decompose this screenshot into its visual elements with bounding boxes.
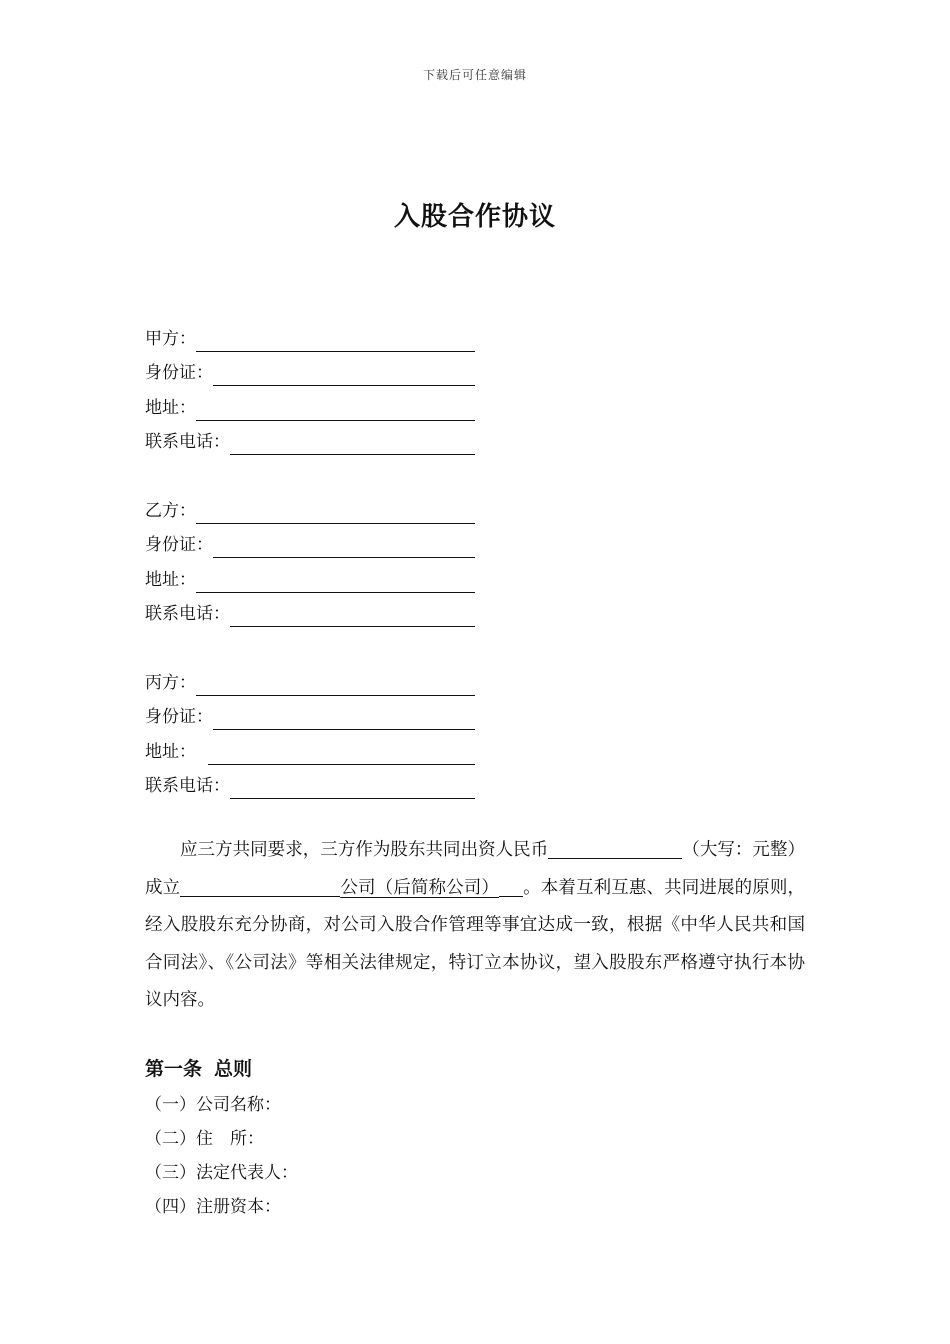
party-a-address-label: 地址： [145,397,196,418]
party-c-block [145,662,475,800]
party-c-phone-blank[interactable] [230,776,475,799]
party-a-id-row [145,353,475,388]
party-b-address-blank[interactable] [196,570,475,593]
clause-registered-capital: （四）注册资本： [145,1197,281,1217]
section-number: 第一条 [145,1058,203,1080]
section-heading [145,1054,252,1081]
party-c-phone-label: 联系电话： [145,776,230,796]
document-title: 入股合作协议 [393,202,556,232]
party-b-name-label: 乙方： [145,500,196,521]
party-c-address-row [145,731,475,766]
party-a-id-label: 身份证： [145,363,213,383]
intro-text [145,832,805,1020]
party-b-phone-row [145,594,475,629]
party-c-id-label: 身份证： [145,707,213,727]
party-a-phone-blank[interactable] [230,432,475,455]
party-a-phone-label: 联系电话： [145,432,230,452]
clause-company-name: （一）公司名称： [145,1095,281,1115]
party-c-name-blank[interactable] [196,673,475,696]
section-name: 总则 [214,1058,253,1080]
party-b-id-blank[interactable] [213,535,475,558]
party-c-phone-row [145,766,475,801]
intro-part-1: 应三方共同要求，三方作为股东共同出资人民币 [180,840,549,860]
party-c-id-blank[interactable] [213,707,475,730]
party-b-address-row [145,559,475,594]
party-b-address-label: 地址： [145,569,196,590]
general-clauses-list [145,1090,298,1226]
party-a-block [145,318,475,456]
party-c-name-label: 丙方： [145,672,196,693]
party-a-name-label: 甲方： [145,328,196,349]
party-b-id-row [145,525,475,560]
company-short-name: 公司（后简称公司） [340,877,499,898]
clause-legal-representative: （三）法定代表人： [145,1163,298,1183]
capital-amount-blank[interactable] [548,836,682,859]
party-b-name-blank[interactable] [196,501,475,524]
company-name-blank[interactable] [180,874,340,897]
header-note: 下载后可任意编辑 [422,68,527,82]
party-c-id-row [145,697,475,732]
intro-part-2: （大写：元整）成立 [145,840,805,898]
party-b-id-label: 身份证： [145,535,213,555]
party-c-address-label: 地址： [145,741,196,762]
party-b-phone-blank[interactable] [230,604,475,627]
party-a-name-row [145,318,475,353]
party-a-address-blank[interactable] [196,398,475,421]
party-c-name-row [145,662,475,697]
intro-paragraph [145,832,805,1020]
company-underline-gap [499,874,523,897]
clause-domicile: （二）住 所： [145,1129,264,1149]
party-a-address-row [145,387,475,422]
party-b-block [145,490,475,628]
party-b-phone-label: 联系电话： [145,604,230,624]
party-a-name-blank[interactable] [196,329,475,352]
intro-part-3: 。本着互利互惠、共同进展的原则，经入股股东充分协商，对公司入股合作管理等事宜达成一致，根据《中华人民共和国合同法》、《公司法》等相关法律规定，特订立本协议，望入股股东严格遵守执行本协议内容。 [145,877,805,1010]
party-b-name-row [145,490,475,525]
party-a-phone-row [145,422,475,457]
party-a-id-blank[interactable] [213,363,475,386]
party-c-address-blank[interactable] [208,742,475,765]
